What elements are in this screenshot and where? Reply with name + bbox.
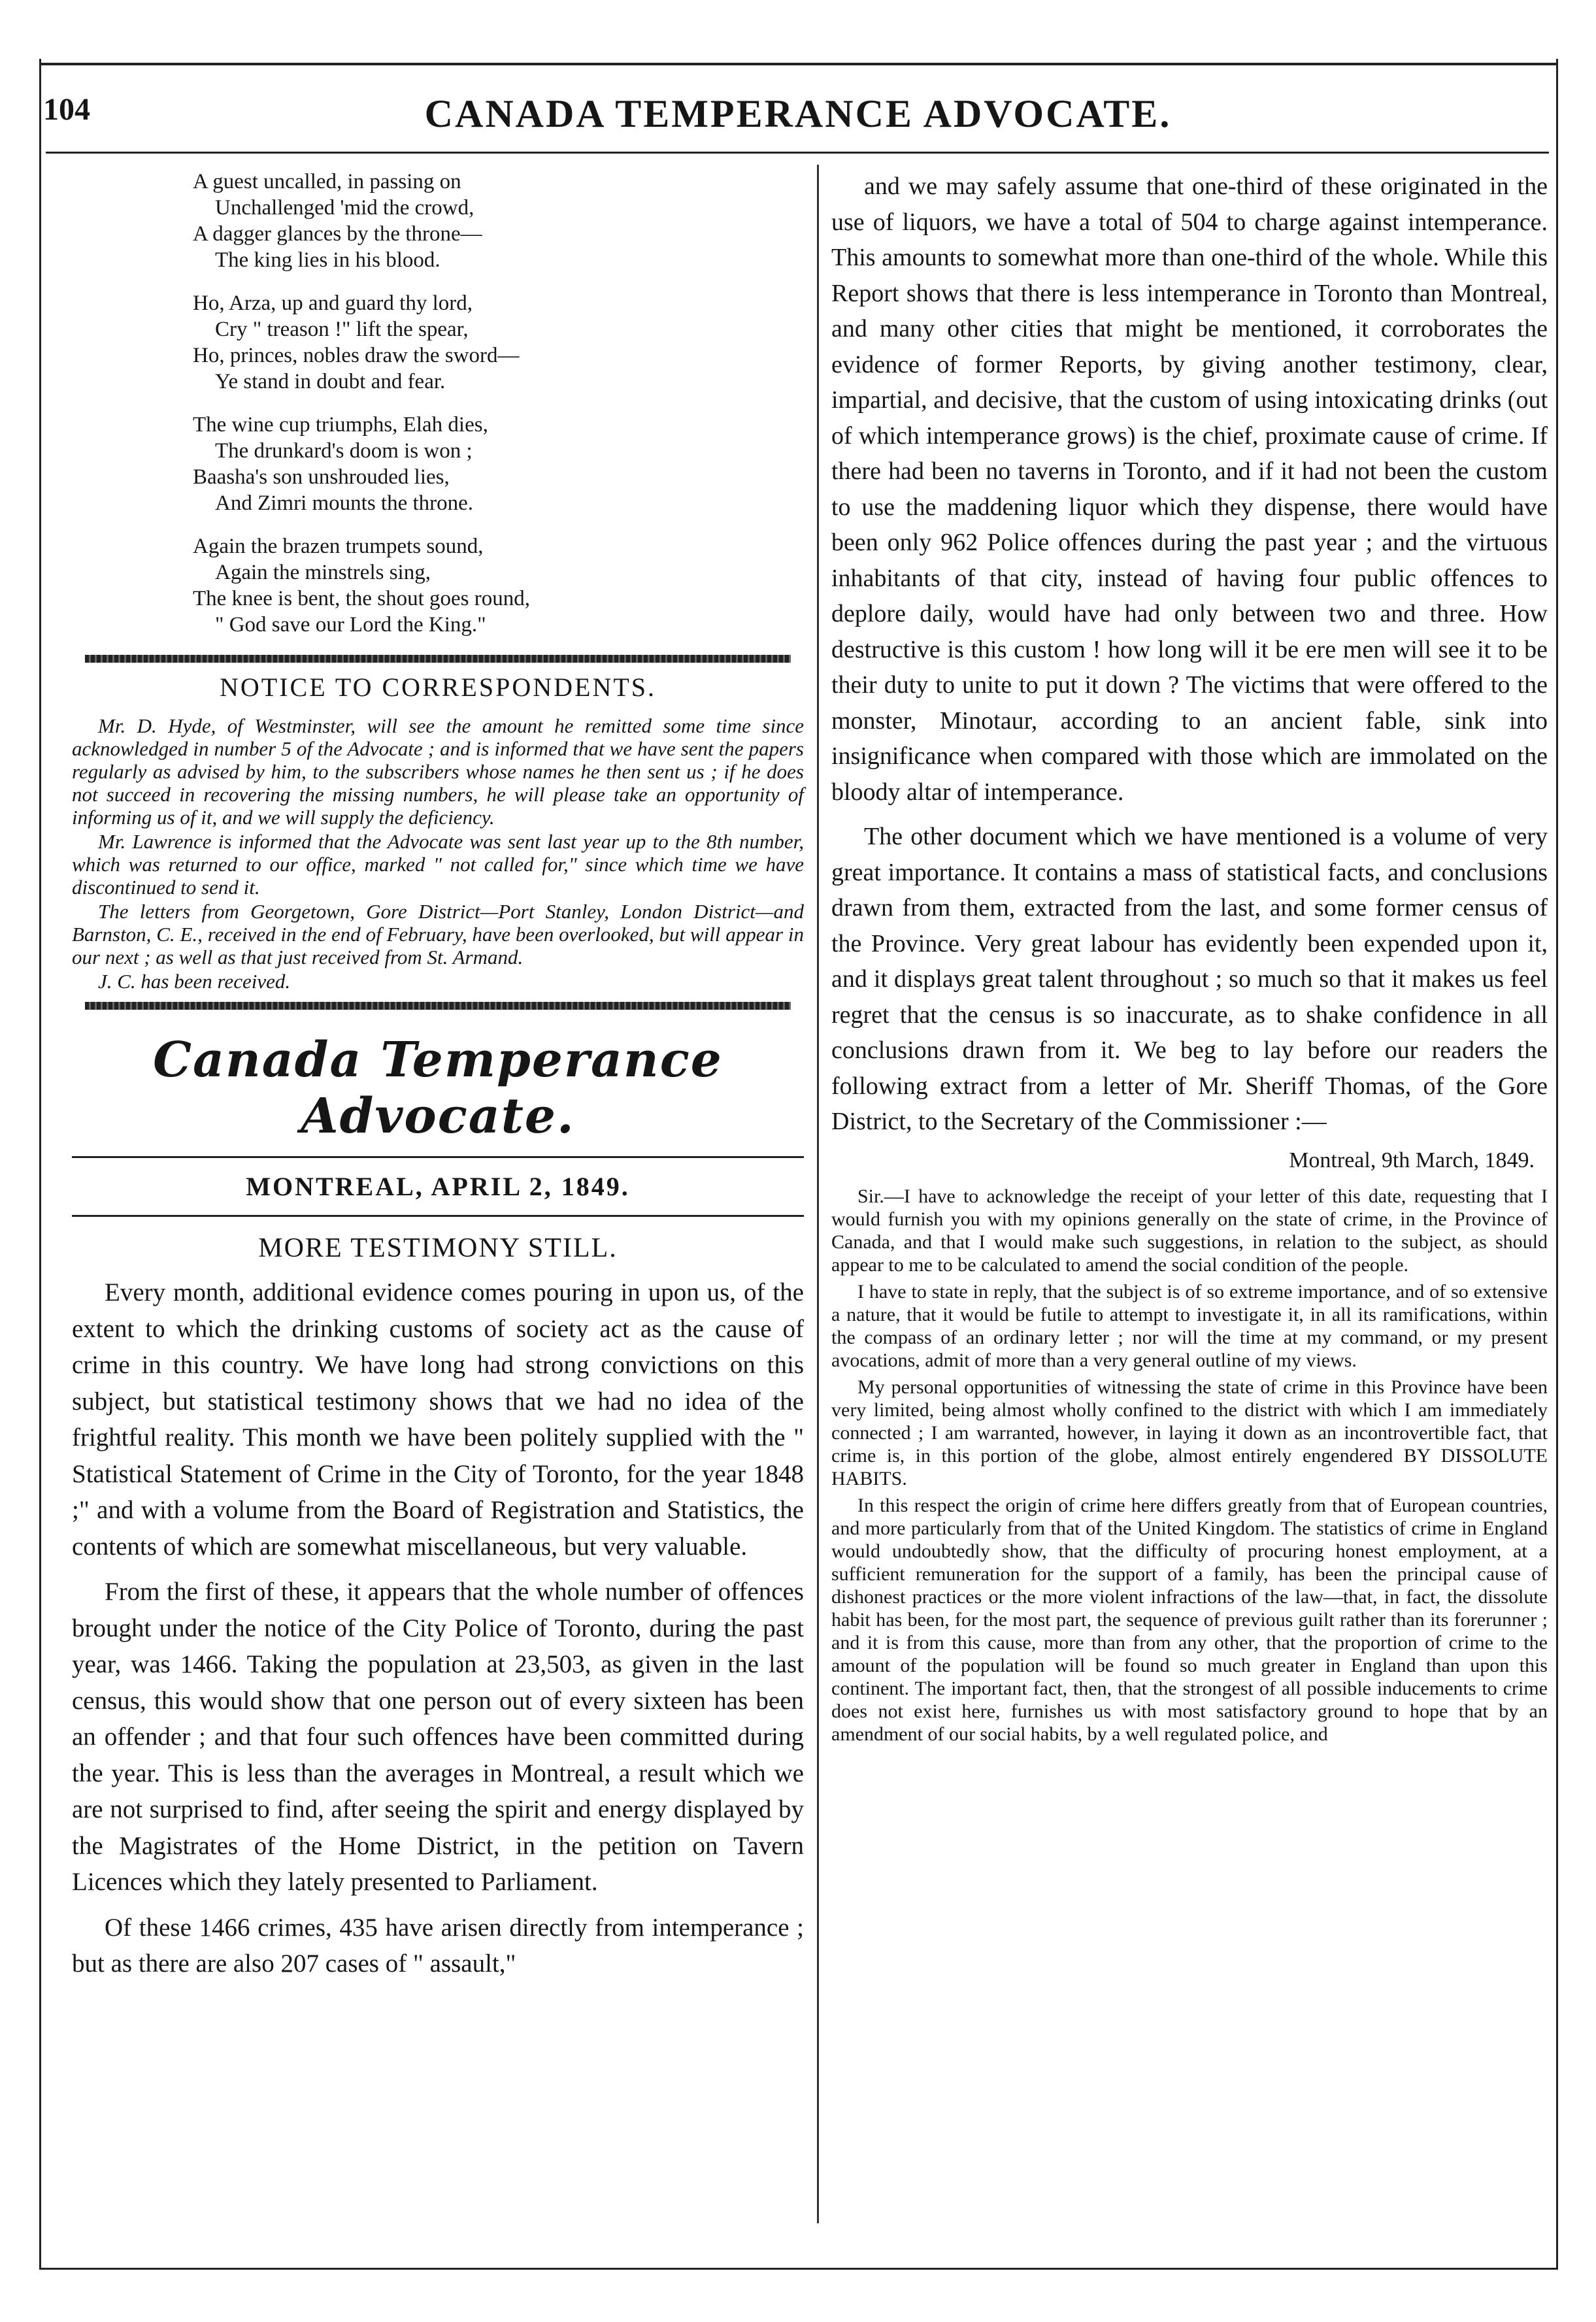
sheriff-letter xyxy=(831,1149,1548,1746)
poem-line: The drunkard's doom is won ; xyxy=(215,439,473,463)
poem-line: Ye stand in doubt and fear. xyxy=(215,370,446,393)
poem-line: A guest uncalled, in passing on xyxy=(193,170,461,193)
notice-to-correspondents xyxy=(72,672,804,993)
left-column xyxy=(72,169,804,1991)
poem-line: Cry " treason !" lift the spear, xyxy=(215,318,469,341)
poem-stanza xyxy=(193,533,804,638)
poem-line: The wine cup triumphs, Elah dies, xyxy=(193,413,488,437)
notice-paragraph: Mr. D. Hyde, of Westminster, will see the amount he remitted some time since acknowledged in number 5 of the Advocate ; and is informed that we have sent the papers regularly as advised by him, to the subscribers whose names he then sent us ; if he does not succeed in recovering the missing numbers, he will please take an opportunity of informing us of it, and we will supply the deficiency. xyxy=(72,714,804,829)
column-divider xyxy=(817,165,819,2223)
poem-line: Ho, Arza, up and guard thy lord, xyxy=(193,291,473,315)
article-paragraph: and we may safely assume that one-third of these originated in the use of liquors, we have a total of 504 to charge against intemperance. This amounts to somewhat more than one-third of the whole. While this Report shows that there is less intemperance in Toronto than Montreal, and many other cities that might be mentioned, it corroborates the evidence of former Reports, by giving another testimony, clear, impartial, and decisive, that the custom of using intoxicating drinks (out of which intemperance grows) is the chief, proximate cause of crime. If there had been no taverns in Toronto, and if it had not been the custom to use the maddening liquor which they dispense, there would have been only 962 Police offences during the past year ; and the virtuous inhabitants of that city, instead of having four public offences to deplore daily, would have had only between two and three. How destructive is this custom ! how long will it be ere men will see it to be their duty to unite to put it down ? The victims that were offered to the monster, Minotaur, according to an ancient fable, sink into insignificance when compared with those which are immolated on the bloody altar of intemperance. xyxy=(831,173,1548,806)
poem-line: " God save our Lord the King." xyxy=(215,613,486,637)
poem-line: The king lies in his blood. xyxy=(215,248,441,272)
article-paragraph: Of these 1466 crimes, 435 have arisen directly from intemperance ; but as there are also 207 cases of " assault," xyxy=(72,1913,804,1978)
notice-paragraph: J. C. has been received. xyxy=(98,970,291,993)
ornamental-rule xyxy=(85,1002,791,1010)
poem-line: Again the minstrels sing, xyxy=(215,561,431,584)
letter-paragraph: Sir.—I have to acknowledge the receipt of your letter of this date, requesting that I would furnish you with my opinions generally on the state of crime, in the Province of Canada, and that I would make such suggestions, in relation to the subject, as should appear to me to be calculated to amend the social condition of the people. xyxy=(831,1185,1548,1276)
letter-paragraph: In this respect the origin of crime here differs greatly from that of European countries, and more particularly from that of the United Kingdom. The statistics of crime in England would undoubtedly show, that the difficulty of procuring honest employment, at a sufficient remuneration for the support of a family, has been the principal cause of dishonest practices or the more violent infractions of the law—that, in fact, the dissolute habit has been, for the most part, the sequence of previous guilt rather than its forerunner ; and it is from this cause, more than from any other, that the proportion of crime to the amount of the population will be found so much greater in England than upon this continent. The important fact, then, that the strongest of all possible inducements to crime does not exist here, furnishes us with most satisfactory ground to hope that by an amendment of our social habits, by a well regulated police, and xyxy=(831,1494,1548,1745)
poem-line: Unchallenged 'mid the crowd, xyxy=(215,196,474,220)
top-rule xyxy=(39,63,1557,65)
notice-heading: NOTICE TO CORRESPONDENTS. xyxy=(219,672,657,702)
letter-paragraph: I have to state in reply, that the subject is of so extreme importance, and of so extensive a nature, that it would be futile to attempt to investigate it, in all its ramifications, within the compass of an ordinary letter ; nor will the time at my command, or my present avocations, admit of more than a very general outline of my views. xyxy=(831,1280,1548,1371)
notice-paragraph: Mr. Lawrence is informed that the Advocate was sent last year up to the 8th number, which was returned to our office, marked " not called for," since which time we have discontinued to send it. xyxy=(72,830,804,899)
poem-stanza xyxy=(193,290,804,395)
poem-stanza xyxy=(193,412,804,516)
running-title: CANADA TEMPERANCE ADVOCATE. xyxy=(424,92,1172,135)
article-body-left xyxy=(72,1274,804,1982)
page-number: 104 xyxy=(43,92,90,127)
article-heading: MORE TESTIMONY STILL. xyxy=(258,1233,618,1263)
article-paragraph: The other document which we have mentioned is a volume of very great importance. It contains a mass of statistical facts, and conclusions drawn from them, extracted from the last, and some former census of the Province. Very great labour has evidently been expended upon it, and it displays great talent throughout ; so much so that it makes us feel regret that the census is so inaccurate, as to shake confidence in all conclusions drawn from it. We beg to lay before our readers the following extract from a letter of Mr. Sheriff Thomas, of the Gore District, to the Secretary of the Commissioner :— xyxy=(831,823,1548,1135)
notice-paragraph: The letters from Georgetown, Gore District—Port Stanley, London District—and Barnston, C. E., received in the end of February, have been overlooked, but will appear in our next ; as well as that just received from St. Armand. xyxy=(72,900,804,969)
header-rule xyxy=(46,152,1549,154)
poem-line: A dagger glances by the throne— xyxy=(193,222,482,246)
right-column xyxy=(831,169,1548,1750)
article-body-right xyxy=(831,169,1548,1140)
ornamental-rule xyxy=(85,655,791,663)
letter-paragraph: My personal opportunities of witnessing the state of crime in this Province have been very limited, being almost wholly confined to the district with which I am immediately connected ; I am warranted, however, in laying it down as an incontrovertible fact, that crime is, in this portion of the globe, almost entirely engendered BY DISSOLUTE HABITS. xyxy=(831,1376,1548,1489)
article-paragraph: Every month, additional evidence comes pouring in upon us, of the extent to which the drinking customs of society act as the cause of crime in this country. We have long had strong convictions on this subject, but statistical testimony shows that we had no idea of the frightful reality. This month we have been politely supplied with the " Statistical Statement of Crime in the City of Toronto, for the year 1848 ;" and with a volume from the Board of Registration and Statistics, the contents of which are somewhat miscellaneous, but very valuable. xyxy=(72,1278,804,1561)
poem-line: Baasha's son unshrouded lies, xyxy=(193,465,450,489)
article-paragraph: From the first of these, it appears that the whole number of offences brought under the notice of the City Police of Toronto, during the past year, was 1466. Taking the population at 23,503, as given in the last census, this would show that one person out of every sixteen has been an offender ; and that four such offences have been committed during the year. This is less than the averages in Montreal, a result which we are not surprised to find, after seeing the spirit and energy displayed by the Magistrates of the Home District, in the petition on Tavern Licences which they lately presented to Parliament. xyxy=(72,1578,804,1896)
poem-stanza xyxy=(193,169,804,273)
poem-line: And Zimri mounts the throne. xyxy=(215,491,474,515)
poem-line: The knee is bent, the shout goes round, xyxy=(193,587,530,610)
letter-dateline: Montreal, 9th March, 1849. xyxy=(1289,1148,1535,1172)
poem-line: Ho, princes, nobles draw the sword— xyxy=(193,344,520,367)
poem xyxy=(193,169,804,638)
dateline: MONTREAL, APRIL 2, 1849. xyxy=(72,1156,804,1217)
poem-line: Again the brazen trumpets sound, xyxy=(193,535,484,558)
masthead: Canada Temperance Advocate. xyxy=(153,1032,723,1144)
